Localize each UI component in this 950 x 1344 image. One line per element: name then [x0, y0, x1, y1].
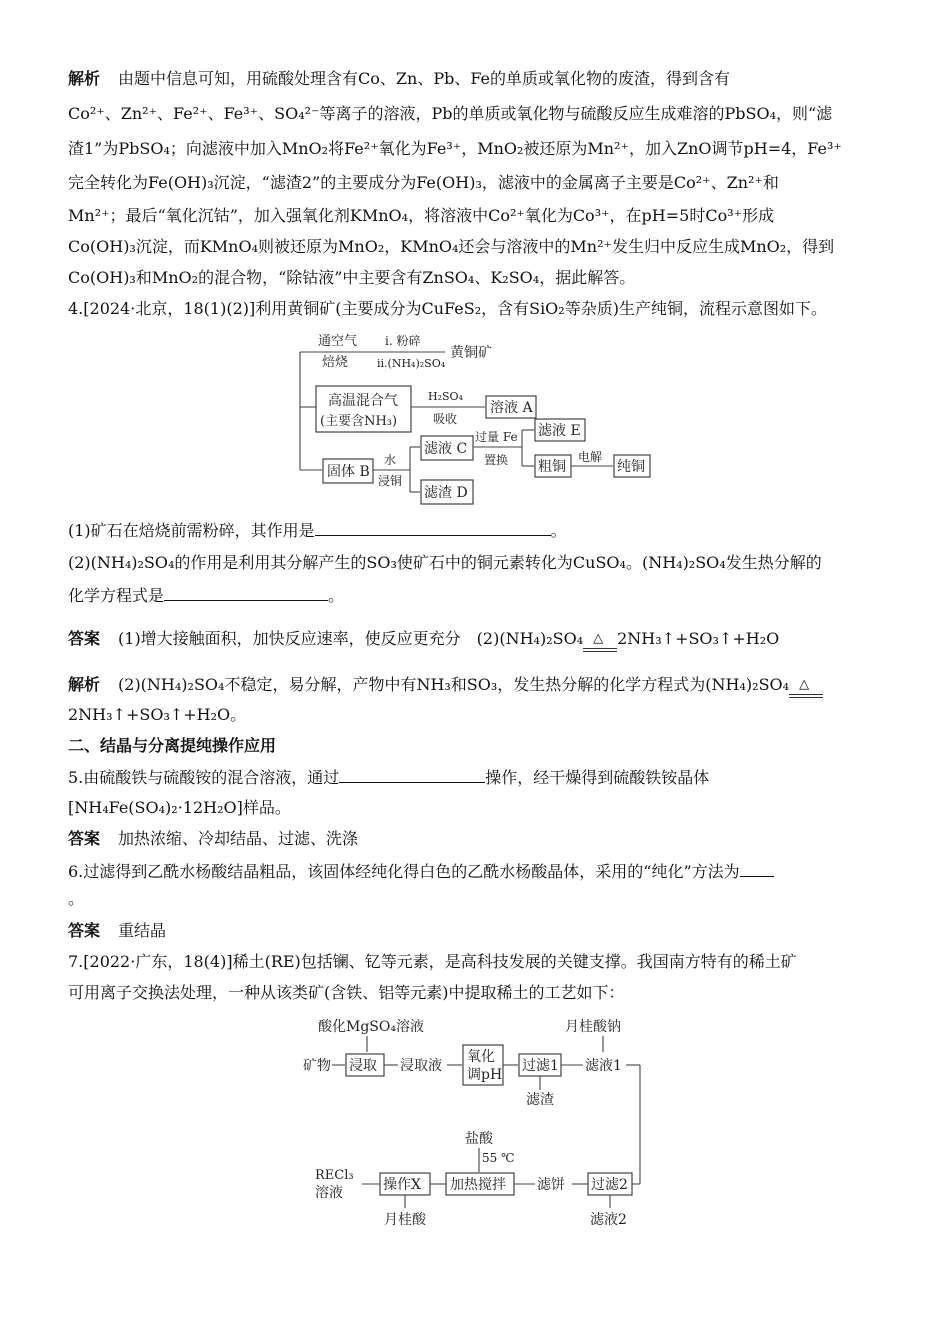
label-ox2: 调pH [467, 1067, 503, 1083]
label-solid-b: 固体 B [327, 464, 370, 480]
q4-part2-line1: (2)(NH₄)₂SO₄的作用是利用其分解产生的SO₃使矿石中的铜元素转化为CuSO₄。(NH₄)₂SO₄发生热分解的 [68, 553, 822, 572]
q7-line2: 可用离子交换法处理，一种从该类矿(含铁、铝等元素)中提取稀土的工艺如下： [68, 983, 625, 1002]
flowchart-rare-earth [303, 1018, 640, 1228]
label-water: 水 [384, 453, 397, 467]
label-filt-e: 滤液 E [538, 423, 581, 439]
analysis-line-2: Co²⁺、Zn²⁺、Fe²⁺、Fe³⁺、SO₄²⁻等离子的溶液，Pb的单质或氧化物与硫酸反应生成难溶的PbSO₄，则“滤 [68, 104, 833, 123]
label-crude: 粗铜 [538, 459, 566, 475]
label-residue-d: 滤渣 D [424, 485, 468, 501]
label-roast: 焙烧 [322, 355, 349, 370]
label-pure: 纯铜 [617, 459, 645, 475]
label-electro: 电解 [578, 450, 603, 464]
section-heading-2: 二、结晶与分离提纯操作应用 [68, 736, 277, 755]
label-filtrate2: 滤液2 [590, 1212, 627, 1228]
label-displace: 置换 [484, 453, 509, 467]
q4-answer: 答案 (1)增大接触面积，加快反应速率，使反应更充分 (2)(NH₄)₂SO₄ △ 2NH₃↑+SO₃↑+H₂O [68, 628, 779, 650]
label-temp: 55 ℃ [482, 1151, 515, 1165]
label-residue: 滤渣 [526, 1092, 554, 1108]
analysis-line-4: 完全转化为Fe(OH)₃沉淀，“滤渣2”的主要成分为Fe(OH)₃，滤液中的金属离子主要是Co²⁺、Zn²⁺和 [68, 173, 779, 192]
q4-part1: (1)矿石在焙烧前需粉碎，其作用是 。 [68, 521, 567, 540]
label-leach: 浸取 [349, 1058, 377, 1074]
label-mineral: 矿物 [303, 1058, 331, 1074]
label-ore: 黄铜矿 [450, 345, 492, 361]
q5-answer: 答案 加热浓缩、冷却结晶、过滤、洗涤 [68, 829, 359, 848]
label-hcl: 盐酸 [465, 1131, 493, 1147]
label-filter1: 过滤1 [522, 1058, 559, 1074]
label-sol-a: 溶液 A [490, 400, 533, 416]
label-ox1: 氧化 [467, 1049, 495, 1065]
label-gas1: 高温混合气 [328, 393, 398, 409]
label-step-ii: ⅱ.(NH₄)₂SO₄ [377, 357, 446, 370]
label-air: 通空气 [318, 334, 358, 349]
q4-part2-line2: 化学方程式是 。 [68, 586, 345, 605]
q5-line2: [NH₄Fe(SO₄)₂·12H₂O]样品。 [68, 798, 291, 817]
q6-blank[interactable] [740, 860, 774, 877]
label-cake: 滤饼 [537, 1177, 565, 1193]
label-gas2: (主要含NH₃) [320, 414, 398, 429]
label-absorb: 吸收 [433, 412, 458, 426]
q5-line1: 5.由硫酸铁与硫酸铵的混合溶液，通过 操作，经干燥得到硫酸铁铵晶体 [68, 768, 710, 787]
q4-analysis-1: 解析 (2)(NH₄)₂SO₄不稳定，易分解，产物中有NH₃和SO₃，发生热分解的化学方程式为(NH₄)₂SO₄ △ [68, 674, 823, 696]
analysis-line-3: 渣1”为PbSO₄；向滤液中加入MnO₂将Fe²⁺氧化为Fe³⁺，MnO₂被还原为Mn²⁺，加入ZnO调节pH=4，Fe³⁺ [68, 139, 842, 158]
analysis-label: 解析 [68, 69, 101, 88]
q7-line1: 7.[2022·广东，18(4)]稀土(RE)包括镧、钇等元素，是高科技发展的关键支撑。我国南方特有的稀土矿 [68, 952, 797, 971]
label-opx: 操作X [383, 1177, 421, 1193]
q6-answer: 答案 重结晶 [68, 921, 167, 940]
q4-stem: 4.[2024·北京，18(1)(2)]利用黄铜矿(主要成分为CuFeS₂，含有SiO₂等杂质)生产纯铜，流程示意图如下。 [68, 299, 827, 318]
q4-analysis-2: 2NH₃↑+SO₃↑+H₂O。 [68, 705, 247, 724]
flowchart-copper [300, 333, 650, 504]
analysis-line-5: Mn²⁺；最后“氧化沉钴”，加入强氧化剂KMnO₄，将溶液中Co²⁺氧化为Co³⁺，在pH=5时Co³⁺形成 [68, 206, 775, 225]
label-lauric: 月桂酸 [384, 1212, 426, 1228]
label-excess-fe: 过量 Fe [475, 430, 518, 444]
analysis-line-1: 解析 由题中信息可知，用硫酸处理含有Co、Zn、Pb、Fe的单质或氧化物的废渣，得到含有 [68, 69, 731, 88]
analysis-line-7: Co(OH)₃和MnO₂的混合物，“除钴液”中主要含有ZnSO₄、K₂SO₄，据此解答。 [68, 268, 636, 287]
label-leach: 浸铜 [378, 474, 403, 488]
label-step-i: ⅰ. 粉碎 [385, 334, 421, 348]
label-filtrate1: 滤液1 [585, 1058, 622, 1074]
label-recl2: 溶液 [315, 1185, 343, 1201]
label-recl1: RECl₃ [315, 1168, 354, 1183]
label-h2so4: H₂SO₄ [428, 390, 463, 403]
label-filt-c: 滤液 C [424, 441, 468, 457]
label-stir: 加热搅拌 [450, 1177, 506, 1193]
q6-line2: 。 [68, 889, 85, 908]
label-filter2: 过滤2 [591, 1177, 628, 1193]
label-laurate: 月桂酸钠 [565, 1019, 621, 1035]
q4-part1-blank[interactable] [315, 519, 551, 536]
label-leachate: 浸取液 [400, 1058, 442, 1074]
q4-part2-blank[interactable] [164, 584, 328, 601]
label-acid: 酸化MgSO₄溶液 [318, 1019, 424, 1035]
analysis-line-6: Co(OH)₃沉淀，而KMnO₄则被还原为MnO₂，KMnO₄还会与溶液中的Mn²⁺发生归中反应生成MnO₂，得到 [68, 237, 835, 256]
q6-line1: 6.过滤得到乙酰水杨酸结晶粗品，该固体经纯化得白色的乙酰水杨酸晶体，采用的“纯化”方法为 [68, 860, 774, 883]
q5-blank[interactable] [339, 766, 485, 783]
